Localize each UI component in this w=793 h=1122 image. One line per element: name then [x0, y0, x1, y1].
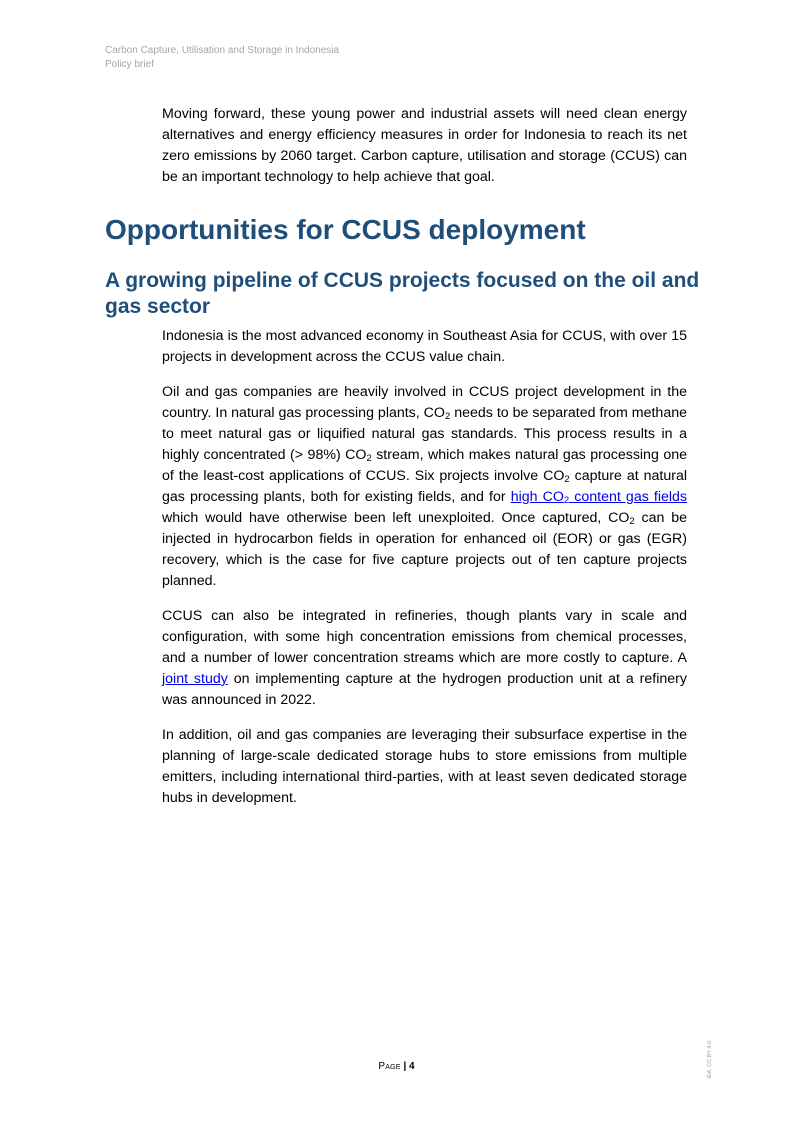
text-run: Oil and gas companies are heavily involved in CCUS project development in the country. In natural gas processing plants, CO — [162, 384, 687, 421]
subsection-heading: A growing pipeline of CCUS projects focused on the oil and gas sector — [105, 269, 700, 318]
text-run: stream, which makes natural gas processing one of the least-cost applications of CCUS. Six projects involve CO — [162, 447, 687, 484]
subscript: 2 — [563, 495, 570, 506]
subscript: 2 — [366, 453, 372, 464]
page-number: 4 — [409, 1061, 415, 1072]
link-high-co2-content-gas-fields[interactable] — [511, 489, 687, 505]
rights-notice: IEA. CC BY 4.0. — [707, 1039, 713, 1079]
link-joint-study[interactable]: joint study — [162, 671, 228, 687]
text-run: which would have otherwise been left unexploited. Once captured, CO — [162, 510, 630, 526]
running-header — [105, 44, 339, 72]
text-run: needs to be separated from methane to meet natural gas or liquified natural gas standards. This process results in a highly concentrated (> 98%) CO — [162, 405, 687, 463]
page-footer — [0, 1060, 793, 1074]
section-heading: Opportunities for CCUS deployment — [105, 214, 586, 245]
paragraph-storage-hubs: In addition, oil and gas companies are leveraging their subsurface expertise in the planning of large-scale dedicated storage hubs to store emissions from multiple emitters, including international third-parties, with at least seven dedicated storage hubs in development. — [162, 727, 687, 806]
page-label: Page — [378, 1061, 401, 1072]
link-text: content gas fields — [569, 489, 688, 505]
link-text: high CO — [510, 489, 564, 505]
paragraph-overview: Indonesia is the most advanced economy in Southeast Asia for CCUS, with over 15 projects in development across the CCUS value chain. — [162, 328, 687, 365]
document-subtitle: Policy brief — [105, 59, 154, 70]
main-body — [162, 326, 687, 823]
document-title: Carbon Capture, Utilisation and Storage in Indonesia — [105, 45, 340, 56]
paragraph-refineries — [162, 606, 687, 711]
subscript: 2 — [444, 411, 451, 422]
text-run: can be injected in hydrocarbon fields in operation for enhanced oil (EOR) or gas (EGR) recovery, which is the case for five capture projects out of ten capture projects planned. — [162, 510, 687, 589]
intro-paragraph: Moving forward, these young power and industrial assets will need clean energy alternatives and energy efficiency measures in order for Indonesia to reach its net zero emissions by 2060 target. Carbon capture, utilisation and storage (CCUS) can be an important technology to help achieve that goal. — [162, 106, 687, 185]
text-run: capture at natural gas processing plants, both for existing fields, and for — [162, 468, 687, 505]
text-run: on implementing capture at the hydrogen production unit at a refinery was announced in 2022. — [162, 671, 687, 708]
page-separator: | — [400, 1061, 410, 1072]
subscript: 2 — [564, 474, 570, 485]
intro-paragraph-block — [162, 104, 687, 188]
paragraph-oil-gas — [162, 382, 687, 592]
text-run: CCUS can also be integrated in refineries, though plants vary in scale and configuration, with some high concentration emissions from chemical processes, and a number of lower concentration streams which are more costly to capture. A — [162, 608, 687, 666]
subscript: 2 — [629, 516, 635, 527]
